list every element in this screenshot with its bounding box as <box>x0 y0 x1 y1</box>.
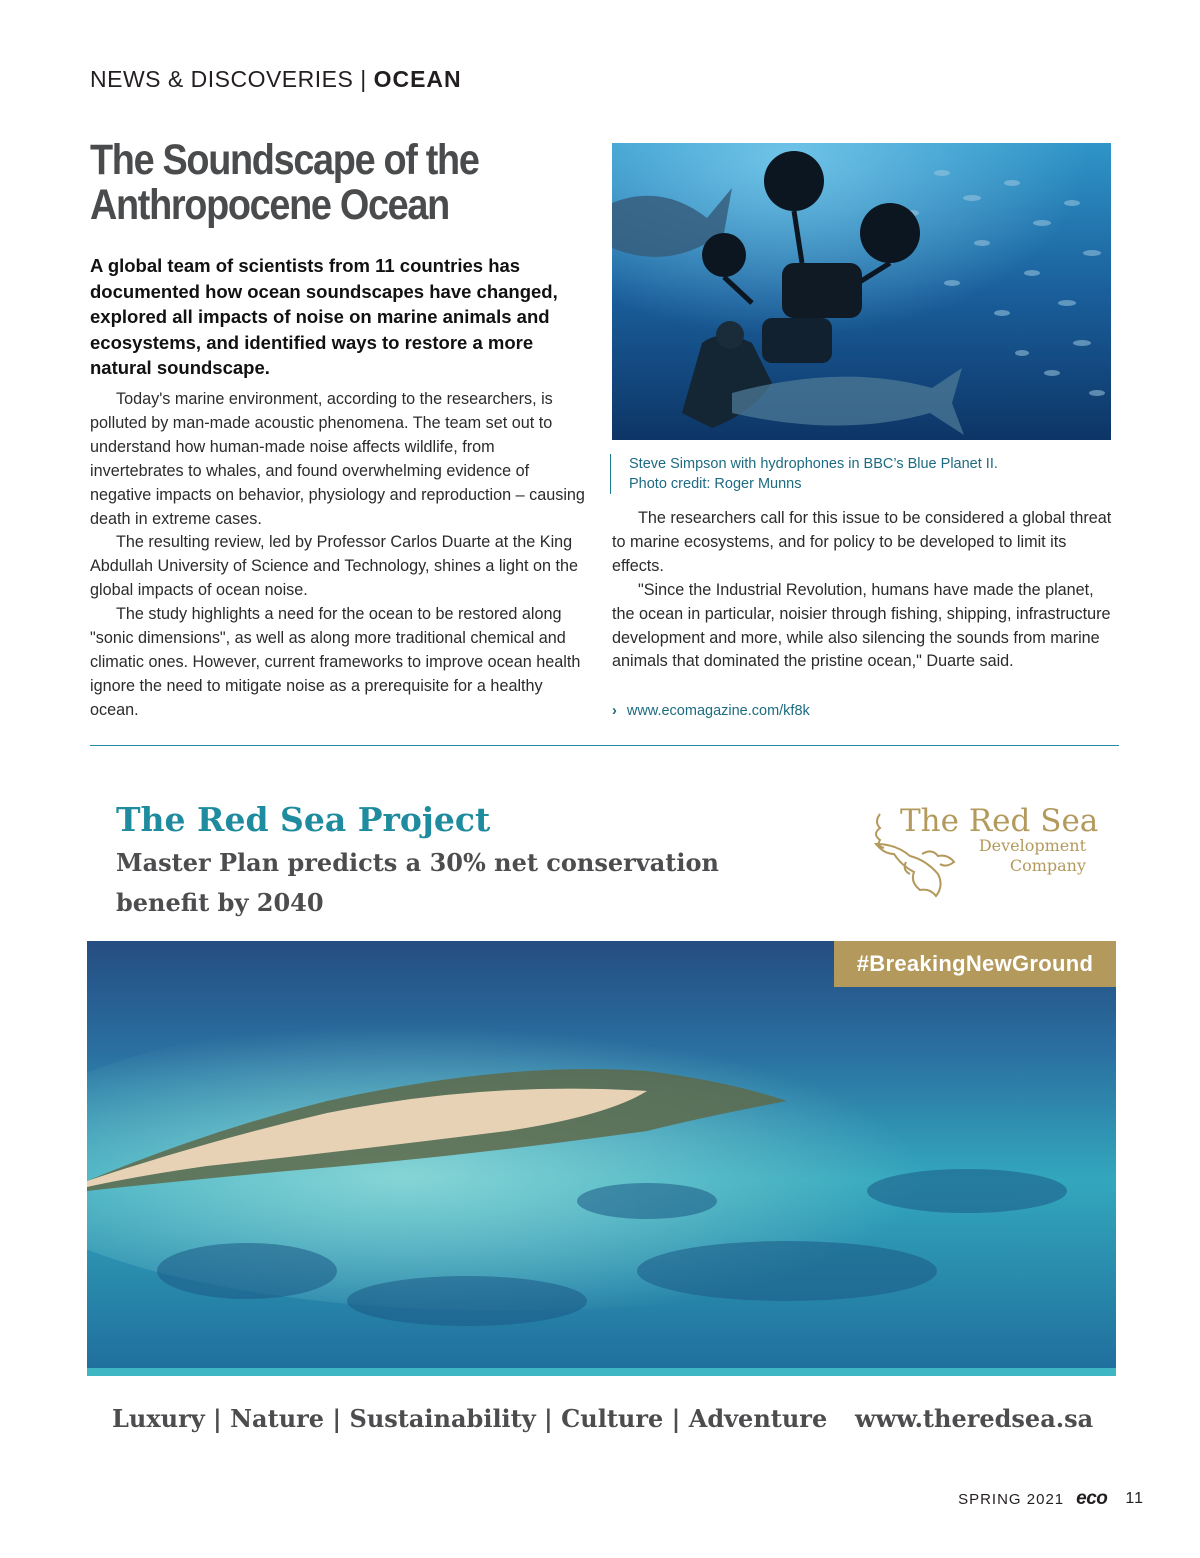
section-label <box>90 66 462 93</box>
paragraph: Today's marine environment, according to the researchers, is polluted by man-made acoustic phenomena. The team set out to understand how human-made noise affects wildlife, from invertebrates to whales, and found overwhelming evidence of negative impacts on behavior, physiology and reproduction – causing death in extreme cases. <box>90 390 585 528</box>
paragraph: The study highlights a need for the ocean to be restored along "sonic dimensions", as well as along more traditional chemical and climatic ones. However, current frameworks to improve ocean health ignore the need to mitigate noise as a prerequisite for a healthy ocean. <box>90 605 581 719</box>
page-footer <box>958 1488 1144 1510</box>
diver-photo <box>612 143 1111 440</box>
eco-logo: eco <box>1076 1488 1108 1509</box>
paragraph: "Since the Industrial Revolution, humans have made the planet, the ocean in particular, noisier through fishing, shipping, infrastructure development and more, while also silencing the sounds from marine animals that dominated the pristine ocean," Duarte said. <box>612 580 1111 671</box>
logo-line-company: Company <box>1009 856 1086 875</box>
section-category: OCEAN <box>373 66 462 92</box>
ad-title: The Red Sea Project <box>116 800 491 839</box>
hashtag-badge: #BreakingNewGround <box>834 941 1116 987</box>
island-aerial-photo <box>87 941 1116 1376</box>
page-number: 11 <box>1125 1490 1144 1507</box>
section-separator: | <box>360 66 367 92</box>
article-link[interactable] <box>612 703 810 719</box>
issue-label: SPRING 2021 <box>958 1490 1065 1508</box>
section-divider <box>90 745 1119 746</box>
article-lead: A global team of scientists from 11 countries has documented how ocean soundscapes have changed, explored all impacts of noise on marine animals and ecosystems, and identified ways to restore a more natural soundscape. <box>90 255 558 378</box>
paragraph: The researchers call for this issue to be considered a global threat to marine ecosystems, and for policy to be developed to limit its effects. <box>612 509 1112 575</box>
article-body-left <box>90 388 588 723</box>
logo-title: The Red Sea <box>900 803 1099 839</box>
section-name: NEWS & DISCOVERIES <box>90 66 354 92</box>
paragraph: The resulting review, led by Professor Carlos Duarte at the King Abdullah University of Science and Technology, shines a light on the global impacts of ocean noise. <box>90 533 579 600</box>
ad-website-link[interactable]: www.theredsea.sa <box>855 1404 1094 1433</box>
article-title: The Soundscape of the Anthropocene Ocean <box>90 136 479 229</box>
ad-subtitle: Master Plan predicts a 30% net conservation benefit by 2040 <box>116 848 719 917</box>
ad-tagline: Luxury | Nature | Sustainability | Culture | Adventure <box>112 1404 828 1433</box>
article-body-right <box>612 507 1112 674</box>
logo-line-development: Development <box>978 836 1086 855</box>
logo-subtitle <box>960 836 1086 876</box>
photo-caption: Steve Simpson with hydrophones in BBC’s Blue Planet II. Photo credit: Roger Munns <box>610 454 1009 494</box>
article-link-url[interactable]: www.ecomagazine.com/kf8k <box>626 703 810 719</box>
chevron-right-icon: › <box>612 703 617 719</box>
